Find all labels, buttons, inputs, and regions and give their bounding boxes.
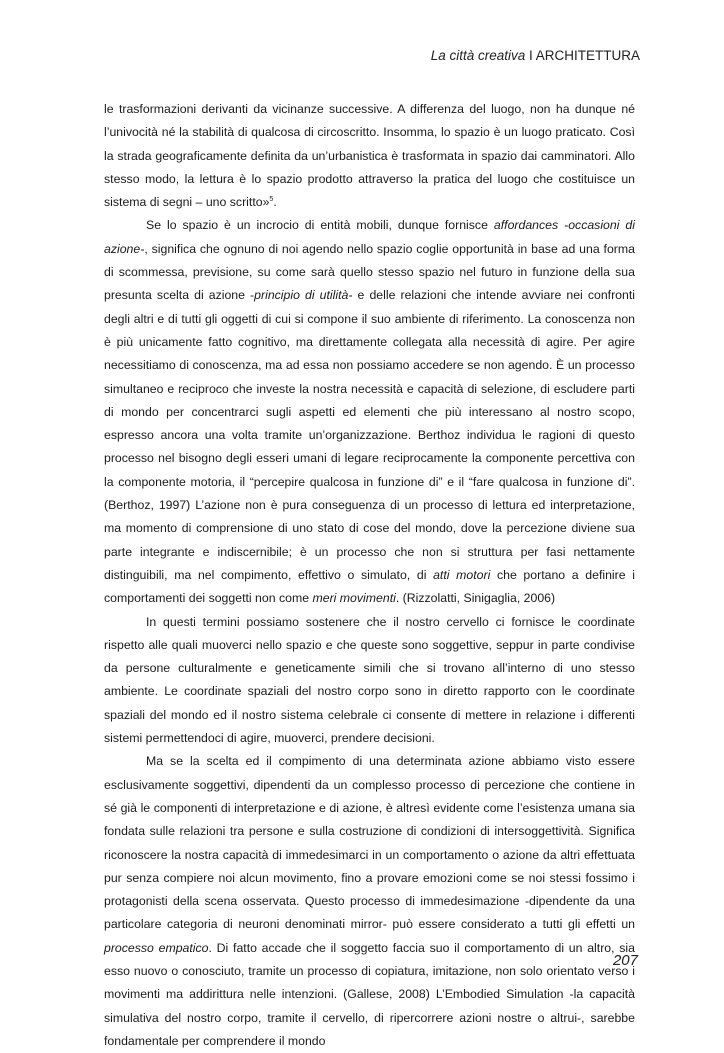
- paragraph-text: Se lo spazio è un incrocio di entità mobili, dunque fornisce: [146, 218, 494, 233]
- running-header: [431, 48, 640, 63]
- paragraph-text: . (Rizzolatti, Sinigaglia, 2006): [395, 591, 556, 606]
- paragraph-text: e delle relazioni che intende avviare nei confronti degli altri e di tutti gli oggetti di cui si compone il suo ambiente di riferimento. La conoscenza non è più unicamente fatto cognitivo, ma direttamente collegata alla necessità di agire. Per agire necessitiamo di conoscenza, ma ad essa non possiamo accedere se non agendo. È un processo simultaneo e reciproco che investe la nostra necessità e capacità di selezione, di escludere parti di mondo per concentrarci sugli aspetti ed elementi che più interessano al nostro scopo, espresso ancora una volta tramite un’organizzazione. Berthoz individua le ragioni di questo processo nel bisogno degli esseri umani di legare reciprocamente la componente percettiva con la componente motoria, il “percepire qualcosa in funzione di” e il “fare qualcosa in funzione di”. (Berthoz, 1997) L’azione non è pura conseguenza di un processo di lettura ed interpretazione, ma momento di comprensione di uno stato di cose del mondo, dove la percezione diviene sua parte integrante e indiscernibile; è un processo che non si struttura per fasi nettamente distinguibili, ma nel compimento, effettivo o simulato, di: [104, 288, 635, 582]
- italic-term: atti motori: [433, 567, 491, 582]
- paragraph-text: , significa che ognuno di noi agendo nello spazio coglie opportunità in base ad una forma di scommessa, previsione, su come sarà quello stesso spazio nel futuro in funzione della sua presunta scelta di azione -: [104, 241, 635, 303]
- footnote-marker[interactable]: 5: [269, 196, 274, 204]
- paragraph-text: le trasformazioni derivanti da vicinanze successive. A differenza del luogo, non ha dunque né l’univocità né la stabilità di qualcosa di circoscritto. Insomma, lo spazio è un luogo praticato. Così la strada geograficamente definita da un’urbanistica è trasformata in spazio dai camminatori. Allo stesso modo, la lettura è lo spazio prodotto attraverso la pratica del luogo che costituisce un sistema di segni – uno scritto»: [104, 102, 635, 210]
- italic-term: meri movimenti: [312, 591, 396, 606]
- paragraph-text: . Di fatto accade che il soggetto faccia suo il comportamento di un altro, sia esso nuovo o conosciuto, tramite un processo di copiatura, imitazione, non solo orientato verso i movimenti ma addirittura nelle intenzioni. (Gallese, 2008) L’Embodied Simulation -la capacità simulativa del nostro corpo, tramite il cervello, di ripercorrere azioni nostre o altrui-, sarebbe fondamentale per comprendere il mondo: [104, 940, 635, 1048]
- page-number: 207: [612, 952, 638, 969]
- paragraph-text: Ma se la scelta ed il compimento di una determinata azione abbiamo visto essere esclusivamente soggettivi, dipendenti da un complesso processo di percezione che contiene in sé già le componenti di interpretazione e di azione, è altresì evidente come l’esistenza umana sia fondata sulle relazioni tra persone e sulla costruzione di condizioni di intersoggettività. Significa riconoscere la nostra capacità di immedesimarci in un comportamento o azione da altri effettuata pur senza compiere noi alcun movimento, fino a provare emozioni come se noi stessi fossimo i protagonisti della scena osservata. Questo processo di immedesimazione -dipendente da una particolare categoria di neuroni denominati mirror- può essere considerato a tutti gli effetti un: [104, 754, 635, 932]
- paragraph-3: [104, 611, 635, 751]
- italic-term: principio di utilità-: [254, 288, 353, 303]
- italic-term: affordances -occasioni di azione-: [104, 218, 635, 256]
- paragraph-4: [104, 750, 635, 1053]
- header-section: I ARCHITETTURA: [525, 48, 640, 63]
- paragraph-1: [104, 98, 635, 214]
- paragraph-2: [104, 214, 635, 610]
- body-text: [104, 98, 635, 1053]
- header-book-title: La città creativa: [430, 48, 526, 63]
- italic-term: processo empatico: [104, 940, 209, 955]
- paragraph-text: In questi termini possiamo sostenere che il nostro cervello ci fornisce le coordinate rispetto alle quali muoverci nello spazio e che queste sono soggettive, seppur in parte condivise da persone culturalmente e geneticamente simili che si trovano all’interno di uno stesso ambiente. Le coordinate spaziali del nostro corpo sono in diretto rapporto con le coordinate spaziali del mondo ed il nostro sistema celebrale ci consente di mettere in relazione i differenti sistemi permettendoci di agire, muoverci, prendere decisioni.: [104, 614, 635, 746]
- paragraph-text: .: [273, 195, 277, 210]
- paragraph-text: che portano a definire i comportamenti dei soggetti non come: [104, 567, 635, 606]
